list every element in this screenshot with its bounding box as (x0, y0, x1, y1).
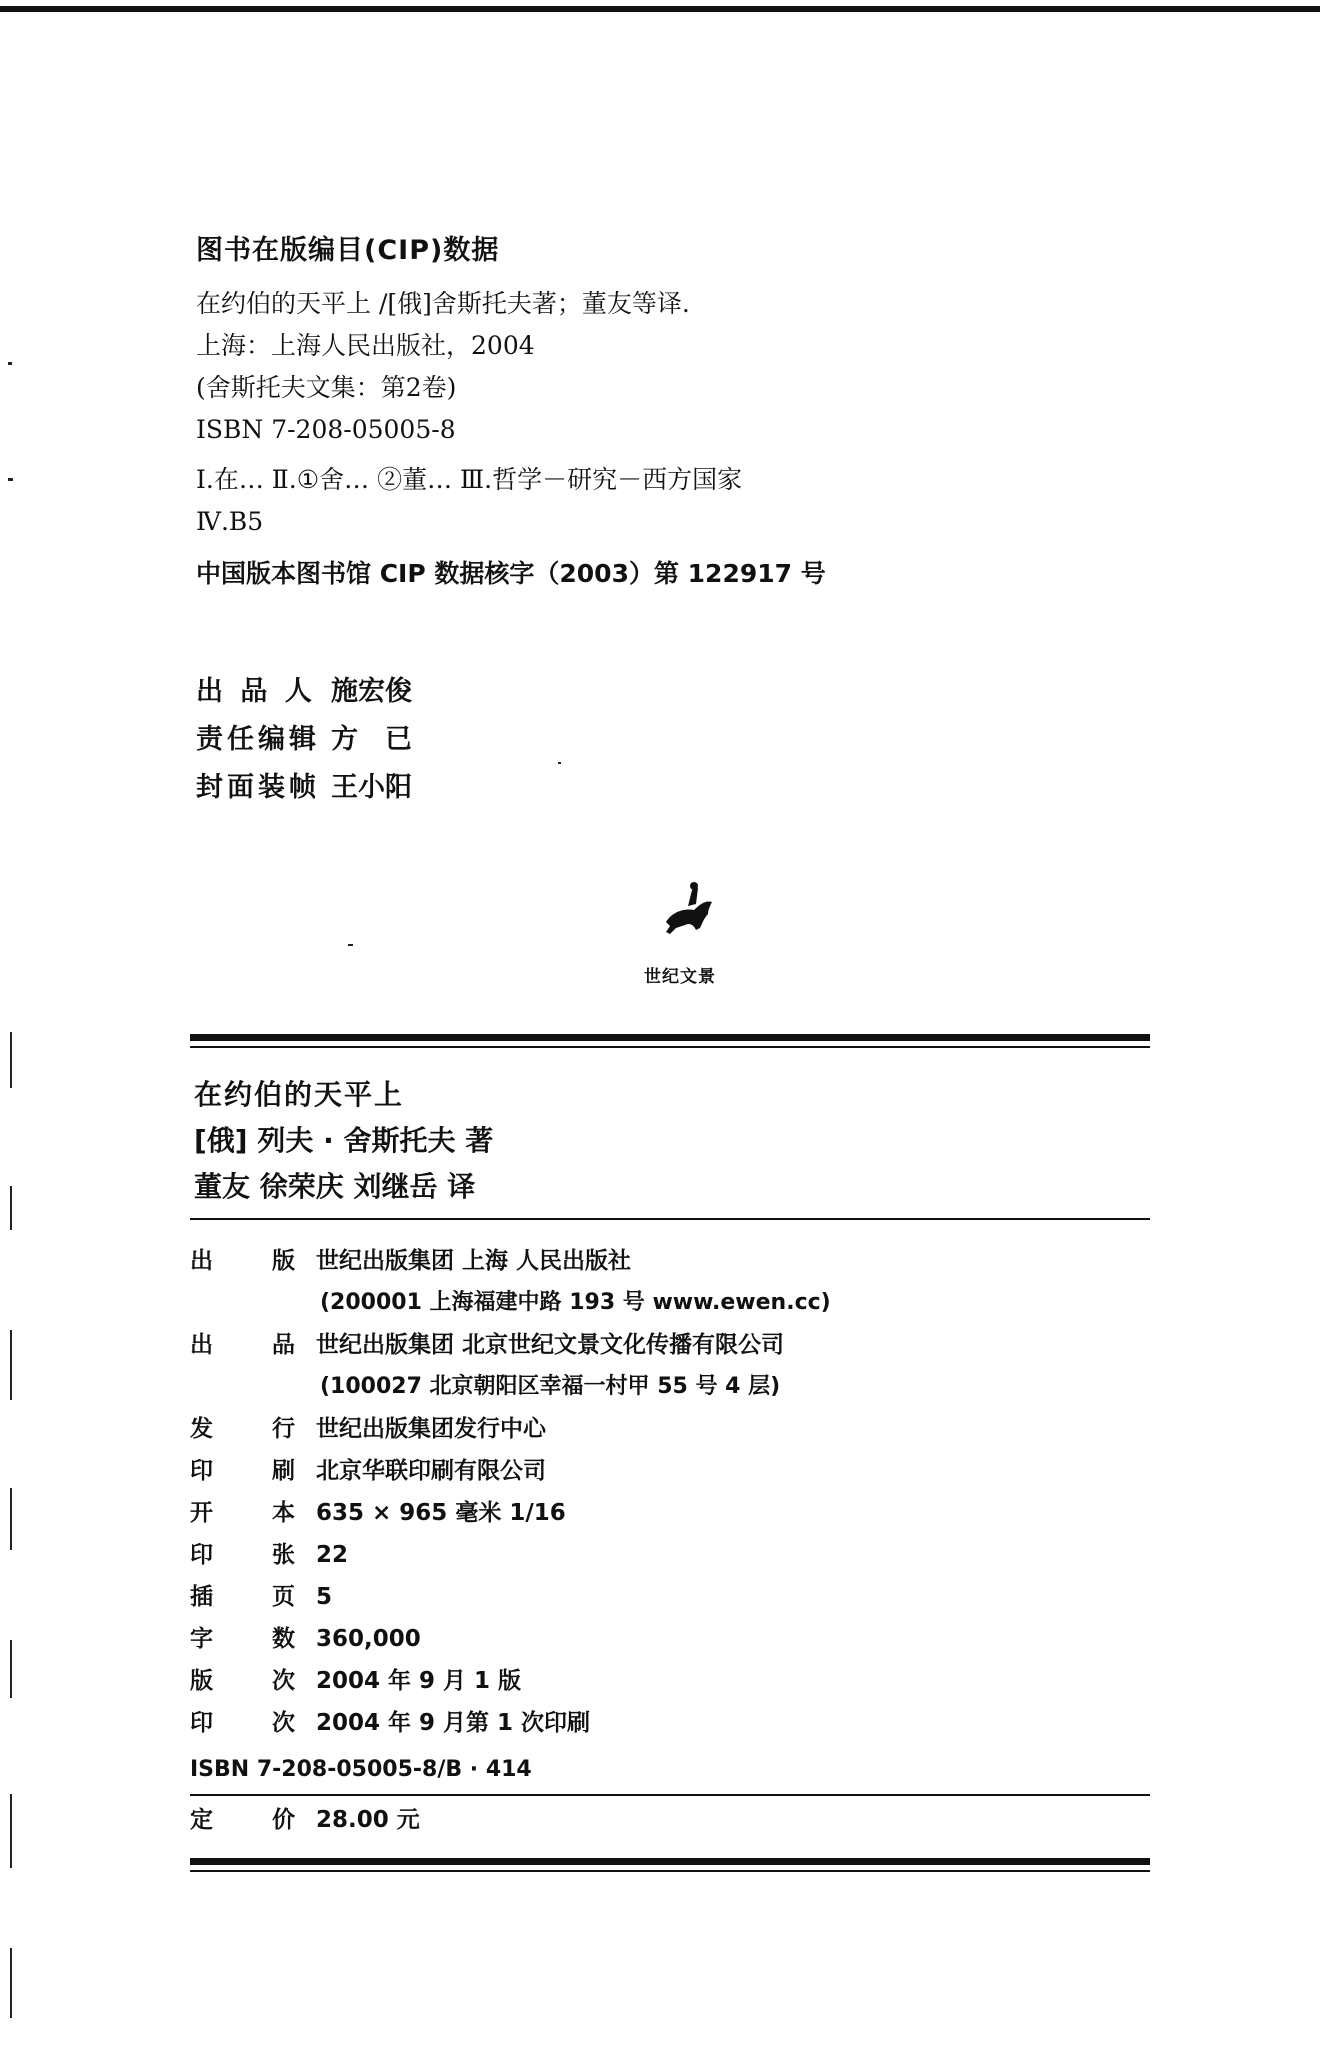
price-row (190, 1800, 1150, 1840)
staff-row (196, 716, 412, 764)
thick-rule (190, 1858, 1150, 1865)
info-key: 字 (190, 1626, 213, 1652)
info-row (190, 1408, 1150, 1450)
info-key: 张 (272, 1542, 295, 1568)
margin-mark (10, 1186, 12, 1230)
staff-label: 责任编辑 (196, 724, 320, 755)
thin-rule (190, 1870, 1150, 1872)
info-row (190, 1618, 1150, 1660)
publication-info (190, 1240, 1150, 1840)
scan-speck (8, 362, 12, 365)
info-value: 2004 年 9 月第 1 次印刷 (316, 1710, 591, 1736)
staff-row (196, 668, 412, 716)
logo-text: 世纪文景 (644, 967, 716, 987)
isbn-full: ISBN 7-208-05005-8/B · 414 (190, 1757, 532, 1782)
info-row (190, 1450, 1150, 1492)
margin-mark (10, 1032, 12, 1088)
thin-rule (190, 1218, 1150, 1220)
info-sub: (200001 上海福建中路 193 号 www.ewen.cc) (320, 1290, 831, 1315)
info-row (190, 1240, 1150, 1282)
scan-speck (348, 944, 353, 946)
info-key: 发 (190, 1416, 213, 1442)
info-row (190, 1702, 1150, 1744)
info-value: 世纪出版集团 上海 人民出版社 (316, 1248, 632, 1274)
thick-rule (190, 1034, 1150, 1041)
info-key: 本 (272, 1500, 295, 1526)
info-value: 世纪出版集团发行中心 (316, 1416, 546, 1442)
margin-mark (10, 1794, 12, 1868)
info-key: 数 (272, 1626, 295, 1652)
info-key: 次 (272, 1668, 295, 1694)
price-value: 28.00 元 (316, 1807, 420, 1833)
cip-line: 上海：上海人民出版社，2004 (196, 331, 535, 360)
cip-line: 在约伯的天平上 /[俄]舍斯托夫著；董友等译. (196, 289, 690, 318)
staff-label: 封面装帧 (196, 772, 320, 803)
info-key: 版 (272, 1248, 295, 1274)
cip-line: Ⅳ.B5 (196, 507, 264, 536)
book-title: 在约伯的天平上 (194, 1078, 405, 1111)
margin-mark (10, 1948, 12, 2018)
staff-value: 王小阳 (331, 772, 412, 803)
staff-list (196, 668, 412, 812)
staff-value: 方 已 (331, 724, 412, 755)
cip-line: Ⅰ.在… Ⅱ.①舍… ②董… Ⅲ.哲学－研究－西方国家 (196, 465, 743, 494)
info-row (190, 1324, 1150, 1366)
info-row (190, 1660, 1150, 1702)
info-key: 插 (190, 1584, 213, 1610)
info-key: 行 (272, 1416, 295, 1442)
margin-mark (10, 1488, 12, 1550)
info-key: 印 (190, 1710, 213, 1736)
margin-mark (10, 1330, 12, 1400)
cip-title: 图书在版编目(CIP)数据 (196, 235, 500, 266)
info-row (190, 1576, 1150, 1618)
info-key: 印 (190, 1458, 213, 1484)
info-value: 北京华联印刷有限公司 (316, 1458, 546, 1484)
thin-rule (190, 1794, 1150, 1796)
staff-row (196, 764, 412, 812)
book-translators: 董友 徐荣庆 刘继岳 译 (194, 1170, 476, 1203)
top-rule (0, 6, 1320, 12)
info-value: 635 × 965 毫米 1/16 (316, 1500, 566, 1526)
info-value: 世纪出版集团 北京世纪文景文化传播有限公司 (316, 1332, 785, 1358)
info-value: 22 (316, 1542, 349, 1568)
info-key: 出 (190, 1332, 213, 1358)
staff-label: 出 品 人 (196, 676, 316, 707)
info-row (190, 1492, 1150, 1534)
info-key: 品 (272, 1332, 295, 1358)
thin-rule (190, 1046, 1150, 1048)
price-key: 价 (272, 1807, 295, 1833)
info-key: 出 (190, 1248, 213, 1274)
info-key: 页 (272, 1584, 295, 1610)
margin-mark (10, 1640, 12, 1698)
info-value: 5 (316, 1584, 333, 1610)
info-key: 开 (190, 1500, 213, 1526)
book-author: [俄] 列夫 · 舍斯托夫 著 (194, 1124, 494, 1157)
staff-value: 施宏俊 (331, 676, 412, 707)
cip-line: ISBN 7-208-05005-8 (196, 415, 456, 444)
info-key: 次 (272, 1710, 295, 1736)
horse-rider-icon (630, 860, 730, 960)
scan-speck (558, 762, 561, 764)
publisher-logo (620, 860, 740, 987)
info-value: 2004 年 9 月 1 版 (316, 1668, 522, 1694)
book-block (194, 1072, 493, 1210)
info-sub: (100027 北京朝阳区幸福一村甲 55 号 4 层) (320, 1374, 781, 1399)
cip-verification: 中国版本图书馆 CIP 数据核字（2003）第 122917 号 (196, 559, 826, 588)
info-key: 印 (190, 1542, 213, 1568)
scan-speck (8, 478, 13, 481)
info-key: 刷 (272, 1458, 295, 1484)
info-value: 360,000 (316, 1626, 421, 1652)
info-key: 版 (190, 1668, 213, 1694)
cip-block (196, 228, 1016, 595)
info-row (190, 1534, 1150, 1576)
cip-line: (舍斯托夫文集：第2卷) (196, 373, 457, 402)
price-key: 定 (190, 1807, 213, 1833)
